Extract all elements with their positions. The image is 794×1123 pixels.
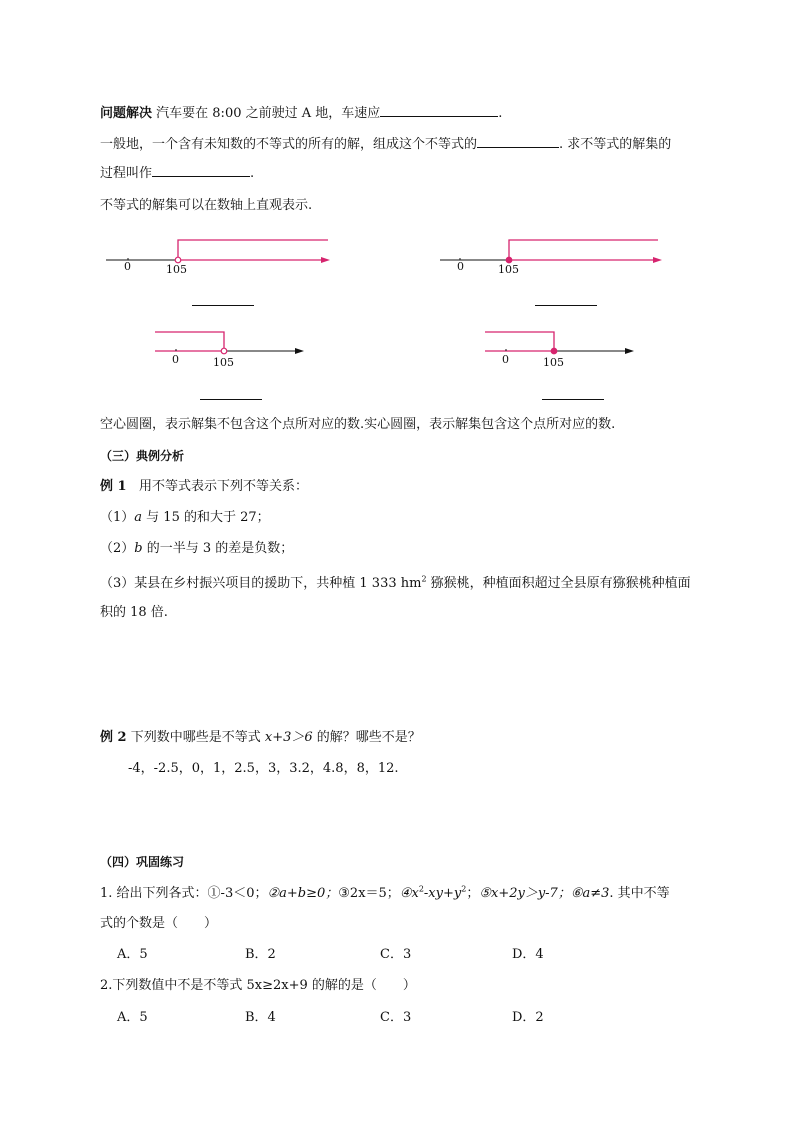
q2-option-b[interactable]: B．4 <box>245 1010 276 1025</box>
example-1-item-1 <box>100 509 270 527</box>
axis-arrow <box>625 348 634 354</box>
example-1-line <box>100 478 308 496</box>
section-3-heading: （三）典例分析 <box>100 449 185 463</box>
formula-5: ⑤x+2y＞y-7； <box>479 886 571 901</box>
solution-ray <box>485 332 554 351</box>
axis-arrow <box>653 257 662 263</box>
q2-option-a[interactable]: A．5 <box>117 1010 148 1025</box>
item-text: 与 15 的和大于 27； <box>142 510 270 525</box>
number-line-closed-right <box>432 232 672 277</box>
open-point <box>221 348 227 354</box>
inequality-expression: x+3＞6 <box>264 730 313 745</box>
zero-label: 0 <box>124 260 131 273</box>
circle-note: 空心圆圈，表示解集不包含这个点所对应的数.实心圆圈，表示解集包含这个点所对应的数. <box>100 417 616 432</box>
question-1-line-1 <box>100 885 670 903</box>
example-1-item-2 <box>100 540 293 558</box>
question-1-line-2: 式的个数是（ ） <box>100 916 218 931</box>
formula-4-sup: 2 <box>418 884 424 894</box>
point-label: 105 <box>543 356 564 369</box>
question-2: 2.下列数值中不是不等式 5x≥2x+9 的解的是（ ） <box>100 978 416 993</box>
problem-solve-text: 汽车要在 8:00 之前驶过 A 地，车速应 <box>156 106 381 121</box>
q2-option-d[interactable]: D．2 <box>512 1010 544 1025</box>
zero-label: 0 <box>502 353 509 366</box>
problem-solve-label: 问题解决 <box>100 106 153 121</box>
definition-text-1: 一般地，一个含有未知数的不等式的所有的解，组成这个不等式的 <box>100 137 478 152</box>
definition-text-2: 过程叫作 <box>100 166 153 181</box>
formula-4b: -xy+y <box>423 886 462 901</box>
speed-answer-blank[interactable] <box>380 104 498 117</box>
solution-ray <box>178 240 328 260</box>
example-1-item-3 <box>100 575 691 593</box>
q2-option-c[interactable]: C．3 <box>380 1010 412 1025</box>
example-2-numbers: -4，-2.5，0，1，2.5，3，3.2，4.8，8，12. <box>128 761 399 776</box>
formula-4c: ； <box>466 886 480 901</box>
section-4-heading: （四）巩固练习 <box>100 855 185 869</box>
answer-blank-4[interactable] <box>542 399 604 400</box>
formula-2: ②a+b≥0； <box>267 886 339 901</box>
formula-4a: ④x <box>399 886 419 901</box>
formula-3: ③2x＝5； <box>338 886 400 901</box>
axis-arrow <box>321 257 330 263</box>
solution-ray <box>155 332 224 351</box>
numberline-intro: 不等式的解集可以在数轴上直观表示. <box>100 198 313 213</box>
example-2-label: 例 2 <box>100 730 127 745</box>
problem-solve-end: . <box>498 106 503 121</box>
definition-text-1b: . 求不等式的解集的 <box>559 137 672 152</box>
item-prefix: （2） <box>100 541 135 556</box>
axis-arrow <box>295 348 304 354</box>
solve-process-blank[interactable] <box>152 164 250 177</box>
zero-label: 0 <box>172 353 179 366</box>
answer-blank-2[interactable] <box>535 305 597 306</box>
example-2-line <box>100 729 421 747</box>
example-2-prompt: 下列数中哪些是不等式 <box>130 730 265 745</box>
formula-6: ⑥a≠3 <box>570 886 610 901</box>
solution-ray <box>509 240 658 260</box>
item-text-cont: 猕猴桃，种植面积超过全县原有猕猴桃种植面 <box>426 576 691 591</box>
item-variable: a <box>134 510 143 525</box>
q1-stem-end: . 其中不等 <box>609 886 670 901</box>
definition-line-2 <box>100 164 254 183</box>
item-prefix: （1） <box>100 510 135 525</box>
solution-set-blank[interactable] <box>477 135 559 148</box>
q1-stem: 1. 给出下列各式： <box>100 886 208 901</box>
answer-blank-1[interactable] <box>192 305 254 306</box>
closed-point <box>506 257 512 263</box>
superscript: 2 <box>421 574 427 584</box>
q1-option-d[interactable]: D．4 <box>512 947 544 962</box>
item-variable: b <box>134 541 143 556</box>
problem-solve-line <box>100 104 502 123</box>
point-label: 105 <box>498 263 519 276</box>
definition-line-1 <box>100 135 671 154</box>
q1-option-a[interactable]: A．5 <box>117 947 148 962</box>
point-label: 105 <box>213 356 234 369</box>
number-line-open-right <box>100 232 340 277</box>
q1-option-b[interactable]: B．2 <box>245 947 276 962</box>
number-line-open-left <box>150 324 310 374</box>
example-1-prompt: 用不等式表示下列不等关系： <box>138 479 308 494</box>
formula-1: ①-3＜0； <box>207 886 268 901</box>
closed-point <box>551 348 557 354</box>
point-label: 105 <box>166 263 187 276</box>
open-point <box>175 257 181 263</box>
formula-4-sup: 2 <box>461 884 467 894</box>
definition-text-2b: . <box>250 166 255 181</box>
zero-label: 0 <box>457 260 464 273</box>
item-text: 的一半与 3 的差是负数； <box>142 541 294 556</box>
q1-option-c[interactable]: C．3 <box>380 947 412 962</box>
example-1-label: 例 1 <box>100 479 127 494</box>
example-1-item-3-line-2: 积的 18 倍. <box>100 605 168 620</box>
item-text: （3）某县在乡村振兴项目的援助下，共种植 1 333 hm <box>100 576 422 591</box>
number-line-closed-left <box>480 324 640 374</box>
example-2-prompt-end: 的解？哪些不是？ <box>312 730 421 745</box>
answer-blank-3[interactable] <box>200 399 262 400</box>
